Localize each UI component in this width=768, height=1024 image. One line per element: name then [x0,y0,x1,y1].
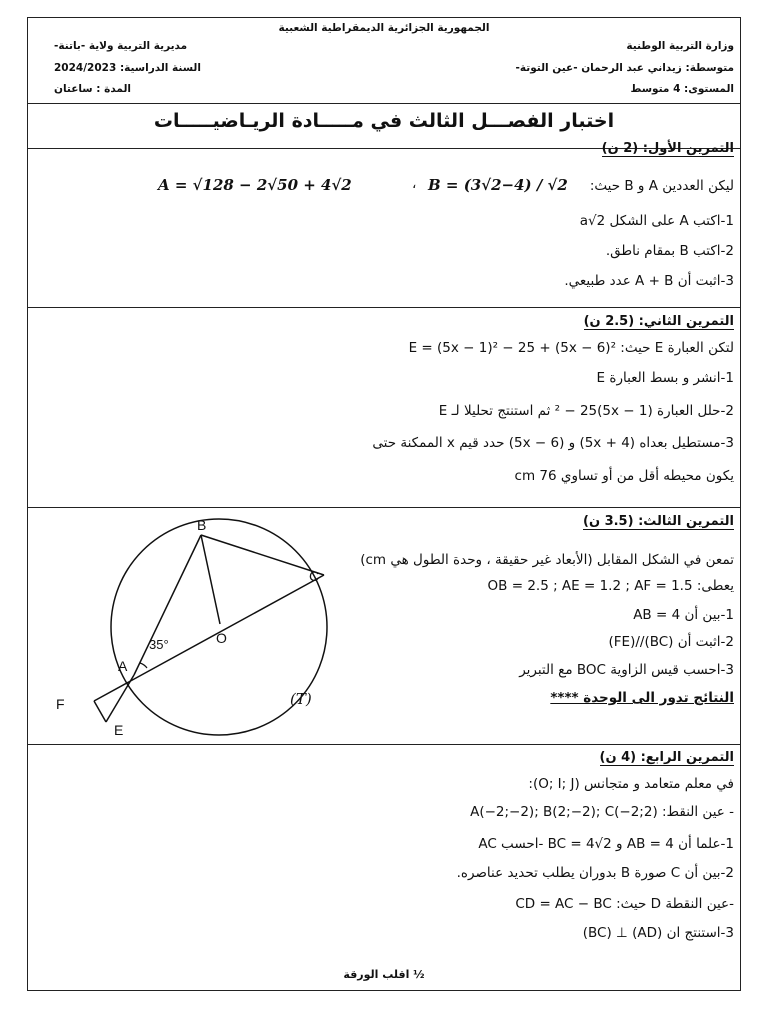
label-e: E [114,722,124,738]
ex1-intro: ليكن العددين A و B حيث: [589,178,734,194]
ex1-formula-a: A = √128 − 2√50 + 4√2 [158,176,352,194]
ex2-q3b: يكون محيطه أقل من أو تساوي 76 cm [514,468,734,484]
ex2-q2: 2-حلل العبارة (5x − 1)² − 25 ثم استنتج تحليلا لـ E [438,403,734,419]
ex3-title: التمرين الثالث: (3.5 ن) [583,514,734,529]
label-f: F [56,696,65,712]
ex4-q2b: -عين النقطة D حيث: CD = AC − BC [515,896,734,912]
ex1-q2: 2-اكتب B بمقام ناطق. [605,243,734,259]
label-c: C [309,568,320,584]
ex4-q3: 3-استنتج ان (AD) ⊥ (BC) [582,925,734,941]
label-a: A [118,658,128,674]
geometry-figure [48,513,348,743]
segment-bc [201,535,324,575]
separator [28,507,740,508]
ex4-title: التمرين الرابع: (4 ن) [599,750,734,765]
ex2-q3a: 3-مستطيل بعداه (5x + 4) و (5x − 6) حدد قيم x الممكنة حتى [372,435,734,451]
page-title: اختبار الفصـــل الثالث في مـــــادة الريـاضيـــــات [153,110,615,132]
header-republic: الجمهورية الجزائرية الديمقراطية الشعبية [278,22,490,34]
label-o: O [216,630,227,646]
ex3-q3: 3-احسب قيس الزاوية BOC مع التبرير [519,662,734,678]
header-level: المستوى: 4 متوسط [630,83,734,95]
angle-arc [140,663,147,668]
ex2-intro: لتكن العبارة E حيث: E = (5x − 1)² − 25 + (5x − 6)² [408,340,734,356]
ex3-note: النتائج تدور الى الوحدة **** [550,690,734,706]
exam-sheet [27,17,741,991]
segment-cf [94,575,324,701]
ex2-title: التمرين الثاني: (2.5 ن) [583,314,734,329]
ex4-points: - عين النقط: A(−2;−2); B(2;−2); C(−2;2) [470,804,734,820]
segment-ae [106,675,134,722]
header-directorate: مديرية التربية ولاية -باتنة- [54,40,188,52]
label-b: B [197,517,207,533]
header-ministry: وزارة التربية الوطنية [626,40,734,52]
segment-ab [134,535,201,675]
ex4-intro: في معلم متعامد و متجانس (O; I; J): [528,776,734,792]
segment-fe [94,701,106,722]
ex4-q2: 2-بين أن C صورة B بدوران يطلب تحديد عناصره. [456,865,734,881]
separator [28,744,740,745]
ex3-q1: 1-بين أن AB = 4 [633,607,734,623]
header-school: متوسطة: زيداني عبد الرحمان -عين التوتة- [515,62,734,74]
ex2-q1: 1-انشر و بسط العبارة E [596,370,734,386]
ex3-q2: 2-اثبت أن (BC)//(FE) [608,634,734,650]
ex3-given: يعطى: OB = 2.5 ; AE = 1.2 ; AF = 1.5 [487,578,734,594]
separator [28,307,740,308]
label-angle-35: 35° [149,637,169,652]
ex4-q1: 1-علما أن AB = 4 و BC = 4√2 -احسب AC [478,836,734,852]
ex1-formula-b: B = (3√2−4) / √2 [428,176,568,194]
header-year: السنة الدراسية: 2024/2023 [54,62,201,74]
ex1-comma: ، [412,176,417,192]
header-duration: المدة : ساعتان [54,83,131,95]
label-t: (T) [290,690,312,708]
ex1-title: التمرين الأول: (2 ن) [601,141,734,156]
ex3-intro: تمعن في الشكل المقابل (الأبعاد غير حقيقة ، وحدة الطول هي cm) [360,552,734,568]
ex1-q3: 3-اثبت أن A + B عدد طبيعي. [564,273,734,289]
ex1-q1: 1-اكتب A على الشكل a√2 [579,213,734,229]
segment-bo [201,535,220,624]
footer-turn-page: ½ اقلب الورقة [343,968,425,981]
